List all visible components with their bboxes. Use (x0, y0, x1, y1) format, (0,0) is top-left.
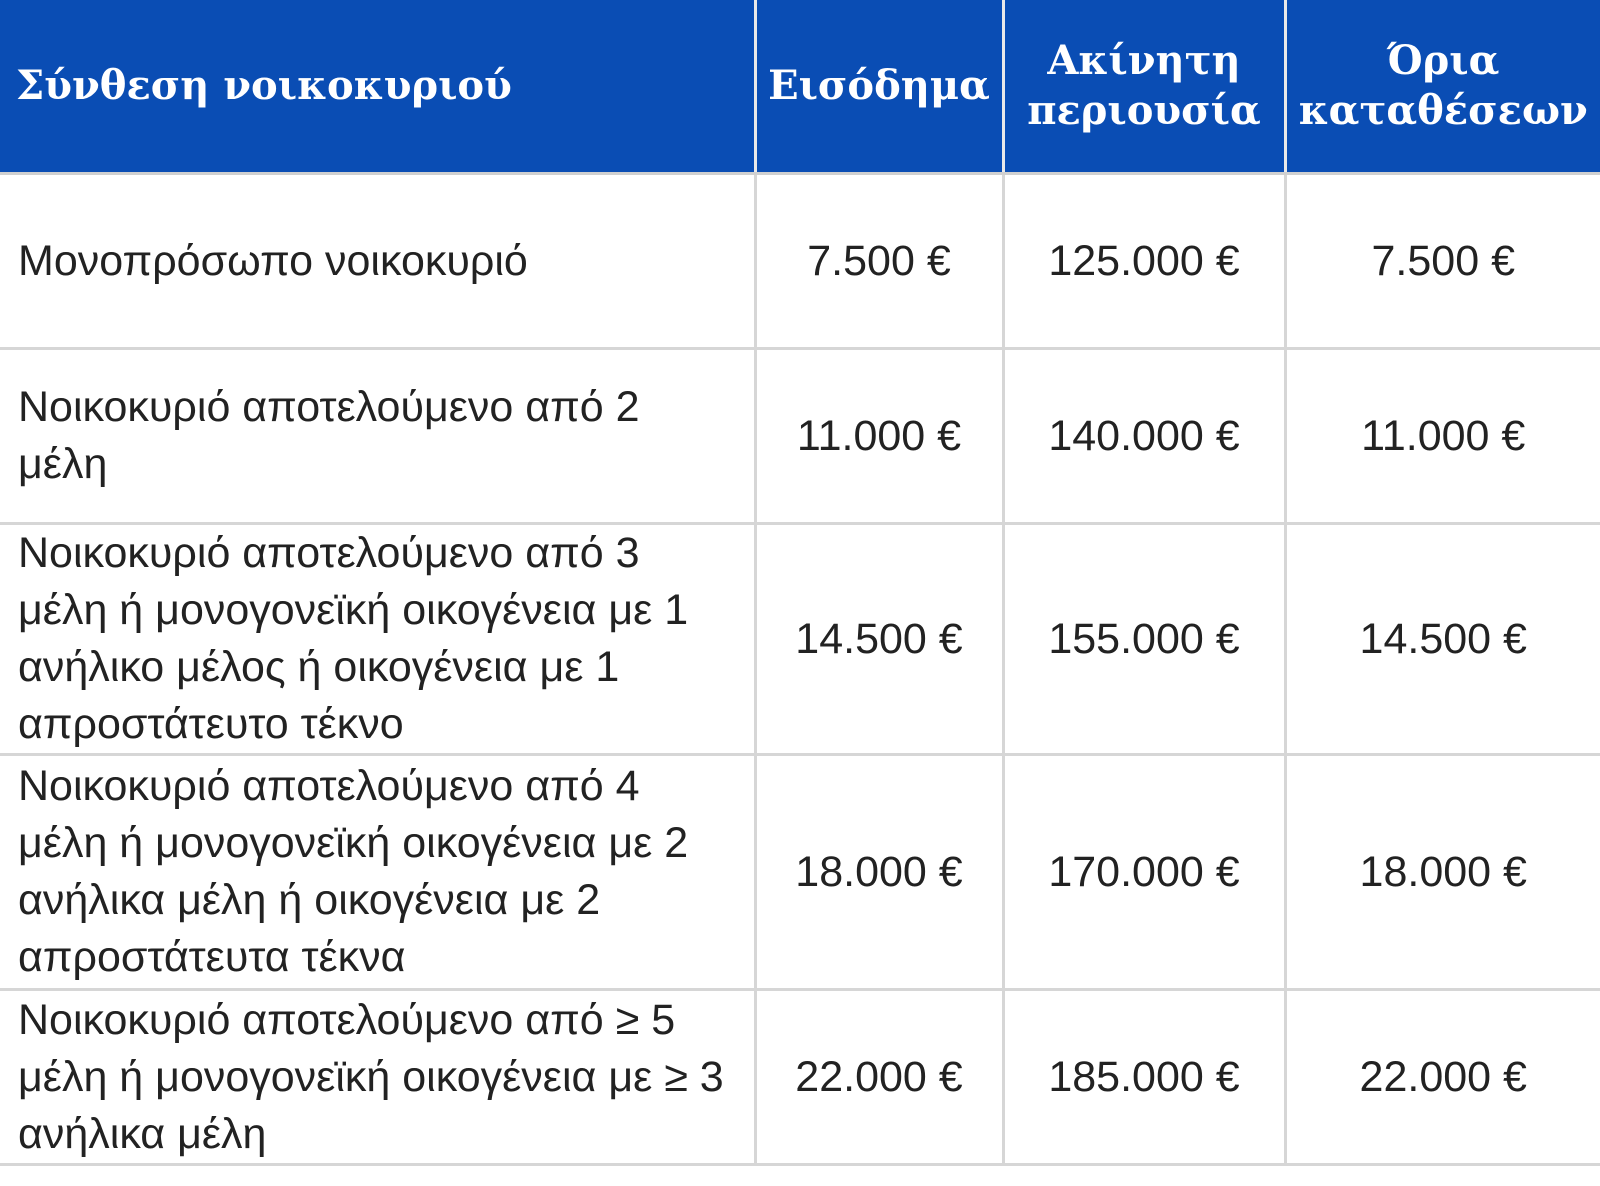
income-cell: 7.500 € (755, 174, 1003, 349)
household-composition-cell: Νοικοκυριό αποτελούμενο από 3 μέλη ή μονογονεϊκή οικογένεια με 1 ανήλικο μέλος ή οικογένεια με 1 απροστάτευτο τέκνο (0, 524, 755, 755)
real-estate-cell: 185.000 € (1003, 990, 1285, 1165)
household-composition-cell: Νοικοκυριό αποτελούμενο από ≥ 5 μέλη ή μονογονεϊκή οικογένεια με ≥ 3 ανήλικα μέλη (0, 990, 755, 1165)
deposit-limit-cell: 11.000 € (1285, 349, 1600, 524)
table-body (0, 174, 1600, 1165)
header-row (0, 0, 1600, 174)
table-row (0, 990, 1600, 1165)
household-composition-cell: Νοικοκυριό αποτελούμενο από 4 μέλη ή μονογονεϊκή οικογένεια με 2 ανήλικα μέλη ή οικογένεια με 2 απροστάτευτα τέκνα (0, 755, 755, 990)
table-header (0, 0, 1600, 174)
deposit-limit-cell: 18.000 € (1285, 755, 1600, 990)
real-estate-cell: 125.000 € (1003, 174, 1285, 349)
income-cell: 22.000 € (755, 990, 1003, 1165)
header-household-composition: Σύνθεση νοικοκυριού (0, 0, 755, 174)
real-estate-cell: 170.000 € (1003, 755, 1285, 990)
real-estate-cell: 140.000 € (1003, 349, 1285, 524)
household-composition-cell: Νοικοκυριό αποτελούμενο από 2 μέλη (0, 349, 755, 524)
deposit-limit-cell: 7.500 € (1285, 174, 1600, 349)
table-row (0, 524, 1600, 755)
income-cell: 18.000 € (755, 755, 1003, 990)
header-real-estate: Ακίνητη περιουσία (1003, 0, 1285, 174)
income-cell: 11.000 € (755, 349, 1003, 524)
table-row (0, 755, 1600, 990)
header-deposit-limits: Όρια καταθέσεων (1285, 0, 1600, 174)
real-estate-cell: 155.000 € (1003, 524, 1285, 755)
deposit-limit-cell: 22.000 € (1285, 990, 1600, 1165)
table-row (0, 349, 1600, 524)
header-income: Εισόδημα (755, 0, 1003, 174)
table-row (0, 174, 1600, 349)
income-cell: 14.500 € (755, 524, 1003, 755)
deposit-limit-cell: 14.500 € (1285, 524, 1600, 755)
household-composition-cell: Μονοπρόσωπο νοικοκυριό (0, 174, 755, 349)
